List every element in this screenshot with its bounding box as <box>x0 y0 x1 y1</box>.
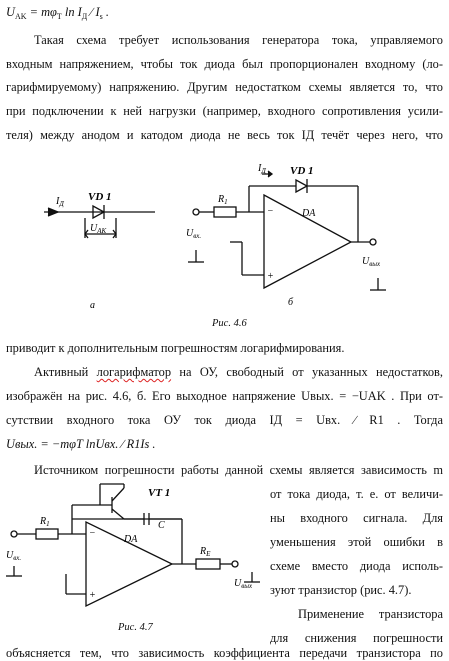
fig47-opamp-label: DA <box>124 534 138 545</box>
para2-line4: Uвых. = −mφT lnUвх. ∕ R1Is . <box>6 437 156 451</box>
para1-line2: входным напряжением, чтобы ток диода был пропорционален входному (ло- <box>6 57 443 71</box>
para3-right4: схеме вместо диода исполь- <box>270 559 443 573</box>
para3-right1: от тока диода, т. е. от величи- <box>270 487 443 501</box>
fig46b-plus: + <box>267 271 274 282</box>
fig47-uout-label: $U_{вых}$ <box>234 578 253 590</box>
fig47-transistor-label: VT 1 <box>148 487 171 499</box>
para3-indent2: для снижения погрешности <box>270 631 443 645</box>
fig46b-opamp-label: DA <box>302 208 316 219</box>
fig47-resistor-e-label: $R_E$ <box>200 546 211 558</box>
para3-last: объясняется тем, что зависимость коэффициента передачи транзистора по <box>6 646 443 660</box>
para3-right2: ны входного сигнала. Для <box>270 511 443 525</box>
fig46a-voltage-label: $U_{AK}$ <box>90 223 107 235</box>
line-after-fig: приводит к дополнительным погрешностям логарифмирования. <box>6 341 345 355</box>
fig47-plus: + <box>89 590 96 601</box>
para3-right5: зуют транзистор (рис. 4.7). <box>270 583 412 597</box>
para1-line4: при подключении к ней нагрузки (например, входного сопротивления усили- <box>6 104 443 118</box>
fig46b-uout-label: $U_{вых}$ <box>362 256 381 268</box>
fig46b-current-label: $I_Д$ <box>258 163 266 175</box>
fig47-minus: − <box>89 528 96 539</box>
para3-line1: Источником погрешности работы данной схемы является зависимость m <box>34 463 443 477</box>
fig47-caption: Рис. 4.7 <box>118 622 153 633</box>
figure-4-6 <box>0 150 449 330</box>
fig46-label-b: б <box>288 297 294 308</box>
fig46b-resistor-label: $R_1$ <box>218 194 228 206</box>
fig46b-uin-label: $U_{вх.}$ <box>186 228 202 240</box>
para3-indent1: Применение транзистора <box>298 607 443 621</box>
para1-line1: Такая схема требует использования генератора тока, управляемого <box>34 33 443 47</box>
fig46a-current-label: $I_Д$ <box>56 196 64 208</box>
fig46b-diode-label: VD 1 <box>290 165 314 177</box>
para2-line1: Активный логарифматор на ОУ, свободный от указанных недостатков, <box>34 365 443 379</box>
fig47-capacitor-label: C <box>158 520 165 531</box>
para1-line3: гарифмируемому) напряжению. Другим недостатком схемы является то, что <box>6 80 443 94</box>
para2-line3: сутствии входного тока ОУ ток диода IД = Uвх. ∕ R1 . Тогда <box>6 413 443 427</box>
para2-line2: изображён на рис. 4.6, б. Его выходное напряжение Uвых. = −UAK . При от- <box>6 389 443 403</box>
para1-line5: теля) между анодом и катодом диода не весь ток IД течёт через него, что <box>6 128 443 142</box>
figure-4-7 <box>0 478 270 628</box>
fig46-label-a: а <box>90 300 95 311</box>
fig46a-diode-label: VD 1 <box>88 191 112 203</box>
formula-uak: $U_{AK} = m\varphi_T$ $\ln I_Д$ ∕ $I_s$ . <box>6 5 109 21</box>
fig46b-minus: − <box>267 206 274 217</box>
fig47-resistor1-label: $R_1$ <box>40 516 50 528</box>
fig47-uin-label: $U_{вх.}$ <box>6 550 22 562</box>
para3-right3: уменьшения этой ошибки в <box>270 535 443 549</box>
fig46-caption: Рис. 4.6 <box>212 318 247 329</box>
